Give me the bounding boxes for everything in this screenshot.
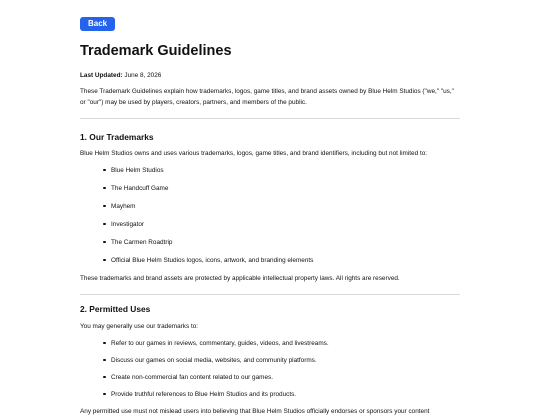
bullet-icon (103, 187, 106, 190)
section-2-intro: You may generally use our trademarks to: (80, 322, 460, 333)
list-item (80, 356, 460, 365)
permitted-uses-list (80, 339, 460, 399)
list-item-text: Create non-commercial fan content related to our games. (111, 374, 273, 381)
list-item-text: Blue Helm Studios (111, 167, 164, 174)
section-1-footer: These trademarks and brand assets are protected by applicable intellectual property laws. All rights are reserved. (80, 274, 460, 285)
bullet-icon (103, 359, 106, 362)
list-item-text: Provide truthful references to Blue Helm Studios and its products. (111, 391, 296, 398)
trademark-list (80, 166, 460, 265)
bullet-icon (103, 241, 106, 244)
list-item (80, 220, 460, 229)
bullet-icon (103, 169, 106, 172)
list-item (80, 202, 460, 211)
list-item-text: The Handcuff Game (111, 185, 168, 192)
last-updated-date: June 8, 2026 (124, 72, 161, 79)
bullet-icon (103, 205, 106, 208)
section-2-footer: Any permitted use must not mislead users into believing that Blue Helm Studios officially endorses or sponsors your content (80, 407, 460, 417)
section-1-intro: Blue Helm Studios owns and uses various trademarks, logos, game titles, and brand identifiers, including but not limited to: (80, 149, 460, 160)
list-item-text: Investigator (111, 221, 144, 228)
list-item (80, 373, 460, 382)
list-item (80, 339, 460, 348)
intro-paragraph: These Trademark Guidelines explain how trademarks, logos, game titles, and brand assets owned by Blue Helm Studios ("we," "us," or "our") may be used by players, creators, partners, and members of the public. (80, 87, 460, 108)
list-item (80, 184, 460, 193)
bullet-icon (103, 223, 106, 226)
list-item-text: Discuss our games on social media, websites, and community platforms. (111, 357, 317, 364)
bullet-icon (103, 259, 106, 262)
list-item (80, 238, 460, 247)
list-item-text: The Carmen Roadtrip (111, 239, 172, 246)
last-updated-label: Last Updated: (80, 72, 123, 79)
list-item (80, 166, 460, 175)
list-item (80, 256, 460, 265)
back-button[interactable]: Back (80, 17, 115, 31)
section-1-title: 1. Our Trademarks (80, 132, 460, 143)
last-updated (80, 71, 460, 80)
list-item (80, 390, 460, 399)
list-item-text: Refer to our games in reviews, commentary, guides, videos, and livestreams. (111, 340, 329, 347)
section-divider (80, 294, 460, 295)
bullet-icon (103, 393, 106, 396)
page-title: Trademark Guidelines (80, 42, 460, 60)
section-2-title: 2. Permitted Uses (80, 304, 460, 315)
bullet-icon (103, 342, 106, 345)
bullet-icon (103, 376, 106, 379)
document-page (80, 13, 460, 417)
section-divider (80, 118, 460, 119)
list-item-text: Official Blue Helm Studios logos, icons, artwork, and branding elements (111, 257, 313, 264)
list-item-text: Mayhem (111, 203, 136, 210)
